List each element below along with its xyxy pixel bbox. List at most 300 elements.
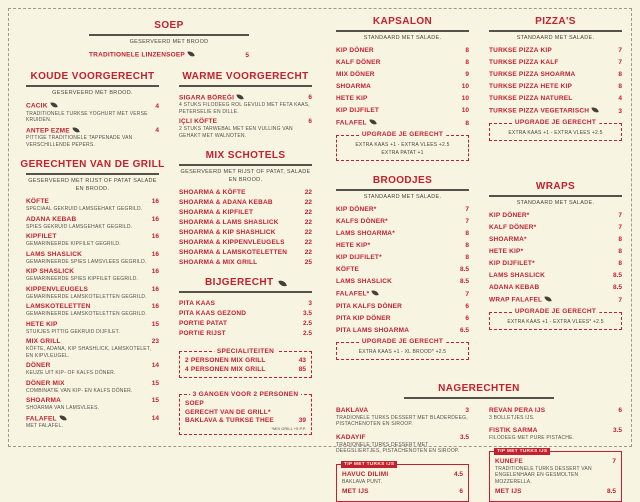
item-name: LAMS SHASLICK [489, 272, 546, 280]
item-price: 16 [151, 285, 159, 293]
section-note: GESERVEERD MET BROOD [129, 39, 209, 45]
item-name: TURKSE PIZZA HETE KIP [489, 83, 573, 91]
item-price: 16 [151, 303, 159, 311]
item-price: 22 [304, 189, 312, 197]
item-price: 2.5 [302, 320, 312, 328]
menu-item [489, 427, 622, 442]
section-mix-schotels [179, 150, 312, 266]
item-name: SHOARMA & KIP SHASHLICK [179, 229, 276, 237]
item-price: 8 [465, 47, 469, 55]
upgrade-line: EXTRA KAAS +1 - EXTRA VLEES +2.5 [355, 141, 450, 148]
leaf-icon [50, 102, 57, 109]
item-description: 3 BOLLETJES IJS. [489, 414, 535, 421]
item-list [336, 407, 469, 455]
upgrade-lines [342, 141, 463, 157]
menu-item [185, 409, 306, 416]
menu-item [179, 199, 312, 206]
item-name: ADANA KEBAB [489, 284, 540, 292]
item-price: 7 [618, 212, 622, 220]
menu-item [342, 488, 463, 495]
menu-item [489, 71, 622, 78]
menu-item [489, 407, 622, 422]
menu-item [336, 303, 469, 310]
upgrade-box [489, 308, 622, 330]
nagerechten-left-column [336, 407, 469, 502]
item-price: 25 [304, 259, 312, 267]
item-price: 8.5 [612, 284, 622, 292]
item-name: TURKSE PIZZA KALF [489, 59, 559, 67]
menu-item [495, 458, 616, 486]
item-list [185, 400, 306, 424]
item-name: FALAFEL [26, 415, 65, 423]
box-title: SPECIALITEITEN [214, 348, 277, 355]
menu-item [336, 47, 469, 54]
item-name: HETE KIP [336, 95, 368, 103]
item-price: 6 [308, 94, 312, 102]
menu-item [489, 83, 622, 90]
item-name: SHOARMA & KIPPENVLEUGELS [179, 239, 285, 247]
box-3-gangen [179, 390, 312, 435]
item-price: 16 [151, 215, 159, 223]
menu-item [336, 230, 469, 237]
item-price: 8 [618, 260, 622, 268]
item-name: KIPPENVLEUGELS [26, 285, 89, 293]
item-list [336, 47, 469, 127]
item-name: SHOARMA [26, 397, 61, 405]
item-list [179, 300, 312, 337]
item-name: ANTEP EZME [26, 127, 78, 135]
tip-box [489, 448, 622, 502]
item-name: BAKLAVA [336, 406, 369, 414]
upgrade-lines [495, 318, 616, 326]
section-title: KAPSALON [372, 16, 433, 27]
menu-item [26, 216, 159, 231]
section-note: STANDAARD MET SALADE. [363, 35, 442, 41]
column-b [179, 71, 312, 441]
item-description: TRADITIONELE TURKS DESSERT VAN ENGELENHAAR EN GESMOLTEN MOZZERELLA. [495, 465, 592, 485]
tip-label: TIP MET TURKS IJS [341, 461, 397, 468]
menu-item [26, 198, 159, 213]
item-name: DÖNER [26, 362, 51, 370]
menu-item [185, 366, 306, 373]
menu-item [26, 233, 159, 248]
section-broodjes [336, 175, 469, 360]
menu-item [336, 407, 469, 428]
item-price: 8.5 [459, 278, 469, 286]
item-name: SHOARMA & KÖFTE [179, 189, 246, 197]
section-title: NAGERECHTEN [438, 382, 520, 394]
item-price: 3.5 [302, 310, 312, 318]
item-list [336, 206, 469, 334]
menu-item [179, 229, 312, 236]
menu-item [489, 284, 622, 291]
menu-item [336, 278, 469, 285]
item-name: MET IJS [495, 488, 522, 496]
section-note: GESERVEERD MET RIJST OF PATAT, SALADE EN BROOD. [180, 169, 311, 183]
menu-item [489, 224, 622, 231]
item-name: TURKSE PIZZA NATUREL [489, 95, 573, 103]
item-name: FALAFEL [336, 119, 375, 127]
item-price: 8 [465, 242, 469, 250]
item-name: 4 PERSONEN MIX GRILL [185, 365, 266, 373]
upgrade-title: UPGRADE JE GERECHT [359, 338, 446, 345]
section-title: BIJGERECHT [205, 277, 274, 289]
item-description: GEMARINEERDE SPIES LAMSVLEES GEGRILD. [26, 258, 147, 265]
section-nagerechten [336, 383, 622, 502]
menu-item [336, 59, 469, 66]
section-title-soep: SOEP [154, 20, 184, 31]
item-name: HAVUC DILIMI [342, 470, 389, 478]
item-description: TRADITIONELE TURKSE YOGHURT MET VERSE KRUIDEN. [26, 110, 148, 124]
item-price: 8 [465, 59, 469, 67]
item-name: KALF DÖNER [336, 59, 381, 67]
upgrade-line: EXTRA KAAS +1 - EXTRA VLEES* +2.5 [507, 318, 604, 325]
leaf-icon [187, 51, 194, 58]
item-price: 4 [155, 102, 159, 110]
menu-item [336, 327, 469, 334]
item-name: SHOARMA* [489, 236, 527, 244]
menu-item [342, 471, 463, 486]
item-price: 7 [612, 457, 616, 465]
item-list [489, 212, 622, 304]
item-name: KIP DIJFILET* [489, 260, 535, 268]
item-name: KALFS DÖNER* [336, 218, 388, 226]
menu-item [336, 95, 469, 102]
item-name: KUNEFE [495, 457, 523, 465]
upgrade-title: UPGRADE JE GERECHT [512, 119, 599, 126]
item-price: 7 [465, 290, 469, 298]
menu-item [336, 242, 469, 249]
item-price: 16 [151, 233, 159, 241]
upgrade-lines [342, 348, 463, 356]
item-name: KALF DÖNER* [489, 224, 537, 232]
nagerechten-right-column [489, 407, 622, 502]
item-list [489, 47, 622, 115]
menu-item [26, 362, 159, 377]
menu-item [179, 320, 312, 327]
item-name: TURKSE PIZZA KIP [489, 47, 552, 55]
menu-item [185, 400, 306, 407]
item-name: KIP DIJFILET [336, 107, 380, 115]
item-price: 7 [618, 296, 622, 304]
item-description: 4 STUKS FILODEEG ROL GEVULD MET FETA KAAS, PETERSELIE EN DILLE. [179, 102, 310, 115]
item-name: REVAN PERA IJS [489, 406, 546, 414]
item-name: SHOARMA & MIX GRILL [179, 259, 258, 267]
leaf-icon [236, 93, 243, 100]
item-price: 3 [618, 107, 622, 115]
tip-label: TIP MET TURKS IJS [494, 448, 550, 455]
item-list [89, 51, 249, 59]
item-description: SPECIAAL GEKRUID LAMSGEHAKT GEGRILD. [26, 206, 143, 213]
item-name: BAKLAVA & TURKSE THEE [185, 417, 274, 425]
item-name: KÖFTE [26, 198, 50, 206]
item-price: 16 [151, 268, 159, 276]
item-name: PORTIE RIJST [179, 330, 226, 338]
item-description: SPIES GEKRUID LAMSGEHAKT GEGRILD. [26, 223, 133, 230]
item-price: 7 [618, 47, 622, 55]
item-price: 22 [304, 219, 312, 227]
item-description: TRADIONELE TURKS DESSERT MET DEEGSLIERTJES, PISTACHENOTEN EN SIROOP. [336, 441, 460, 455]
item-price: 85 [298, 365, 306, 373]
section-divider [26, 85, 159, 87]
item-price: 10 [461, 107, 469, 115]
item-price: 43 [298, 357, 306, 365]
menu-item [489, 260, 622, 267]
item-name: TRADITIONELE LINZENSOEP [89, 51, 193, 59]
item-price: 14 [151, 415, 159, 423]
menu-item [336, 254, 469, 261]
item-price: 8 [465, 254, 469, 262]
menu-item [26, 127, 159, 149]
item-name: 2 PERSONEN MIX GRILL [185, 357, 266, 365]
upgrade-title: UPGRADE JE GERECHT [359, 131, 446, 138]
item-name: LAMS SHOARMA* [336, 230, 395, 238]
item-price: 22 [304, 229, 312, 237]
menu-item [179, 209, 312, 216]
item-description: KÖFTE, ADANA, KIP SHASHLICK, LAMSKOTELET, EN KIPVLEUGEL. [26, 346, 152, 359]
item-description: GEMARINEERDE KIPFILET GEGRILD. [26, 241, 121, 248]
item-price: 6 [618, 406, 622, 414]
item-name: MIX DÖNER [336, 71, 375, 79]
item-name: ADANA KEBAB [26, 215, 77, 223]
menu-item [489, 236, 622, 243]
menu-item [336, 83, 469, 90]
item-name: FALAFEL* [336, 290, 378, 298]
item-price: 8 [618, 71, 622, 79]
item-price: 8 [465, 119, 469, 127]
tip-box [336, 461, 469, 502]
section-note: STANDAARD MET SALADE. [516, 199, 595, 206]
section-divider [336, 30, 469, 32]
item-name: SHOARMA [336, 83, 371, 91]
item-name: KIPFILET [26, 233, 57, 241]
section-divider [404, 397, 554, 399]
item-price: 22 [304, 209, 312, 217]
item-price: 6.5 [459, 326, 469, 334]
item-name: FISTIK SARMA [489, 427, 538, 435]
section-note: GESERVEERD MET BROOD. [52, 89, 133, 96]
item-name: SHOARMA & LAMSKOTELETTEN [179, 249, 288, 257]
upgrade-line: EXTRA KAAS +1 - EXTRA VLEES +2.5 [508, 129, 603, 136]
section-warme-voorgerecht [179, 71, 312, 140]
item-description: MET FALAFEL. [26, 423, 64, 430]
leaf-icon [592, 107, 599, 114]
item-price: 10 [461, 95, 469, 103]
item-price: 8 [618, 83, 622, 91]
section-gerechten-van-de-grill [20, 159, 165, 430]
item-description: GEMARINEERDE LAMSKOTELETTEN GEGRILD. [26, 311, 147, 318]
item-name: KIP DÖNER* [489, 212, 530, 220]
item-list [495, 458, 616, 496]
leaf-icon [372, 290, 379, 297]
menu-item [489, 107, 622, 115]
menu-item [336, 218, 469, 225]
section-title: KOUDE VOORGERECHT [30, 70, 155, 82]
item-name: KIP DIJFILET* [336, 254, 382, 262]
item-description: SHOARMA VAN LAMSVLEES. [26, 405, 100, 412]
menu-item [185, 417, 306, 424]
box-specialiteiten [179, 347, 312, 378]
item-price: 8.5 [606, 488, 616, 496]
item-price: 10 [461, 83, 469, 91]
column-a [20, 70, 165, 441]
menu-item [179, 219, 312, 226]
item-name: TURKSE PIZZA SHOARMA [489, 71, 576, 79]
item-name: DÖNER MIX [26, 379, 65, 387]
item-name: MIX GRILL [26, 338, 61, 346]
leaf-icon [279, 279, 287, 287]
item-description: PITTIGE TRADITIONELE TAPPENADE VAN VERSCHILLENDE PEPERS. [26, 135, 133, 148]
upgrade-line: EXTRA PATAT +1 [381, 149, 424, 156]
item-list [342, 471, 463, 496]
upgrade-box [336, 131, 469, 161]
item-list [489, 407, 622, 442]
menu-item [336, 119, 469, 127]
section-pizzas [489, 16, 622, 141]
menu-item [336, 107, 469, 114]
item-list [26, 198, 159, 430]
menu-item [179, 94, 312, 116]
menu-item [336, 434, 469, 455]
menu-item [489, 272, 622, 279]
item-price: 3.5 [612, 427, 622, 435]
section-title: WRAPS [535, 180, 576, 192]
section-divider [26, 173, 159, 175]
menu-item [489, 212, 622, 219]
menu-item [26, 397, 159, 412]
item-price: 7 [465, 218, 469, 226]
item-name: LAMS SHASLICK [336, 278, 393, 286]
item-list [179, 189, 312, 266]
item-price: 6 [465, 314, 469, 322]
item-price: 3.5 [459, 433, 469, 441]
item-price: 4.5 [453, 470, 463, 478]
menu-item [179, 239, 312, 246]
item-name: WRAP FALAFEL [489, 296, 551, 304]
column-d [489, 16, 622, 371]
item-list [26, 102, 159, 148]
item-price: 39 [298, 417, 306, 425]
menu-item [489, 59, 622, 66]
item-name: MET IJS [342, 488, 369, 496]
item-price: 7 [618, 59, 622, 67]
item-price: 7 [618, 224, 622, 232]
upgrade-box [336, 338, 469, 360]
right-half [336, 16, 622, 496]
menu-item [179, 300, 312, 307]
item-name: CACIK [26, 102, 56, 110]
item-name: TURKSE PIZZA VEGETARISCH [489, 107, 598, 115]
item-price: 4 [155, 127, 159, 135]
item-price: 8 [465, 230, 469, 238]
item-price: 22 [304, 239, 312, 247]
item-price: 22 [304, 249, 312, 257]
item-name: HETE KIP* [489, 248, 524, 256]
item-name: KADAYIF [336, 433, 366, 441]
item-description: GEMARINEERDE SPIES KIPFILET GEGRILD. [26, 276, 139, 283]
item-name: SIGARA BÖREĞI [179, 94, 243, 102]
section-note: GESERVEERD MET RIJST OF PATAT SALADE EN BROOD. [28, 178, 157, 192]
box-title: 3 GANGEN VOOR 2 PERSONEN [190, 391, 302, 398]
menu-item [26, 251, 159, 266]
item-price: 9 [465, 71, 469, 79]
item-name: KIP DÖNER [336, 47, 374, 55]
item-description: FILODEEG MET PURE PISTACHE. [489, 435, 575, 442]
item-price: 15 [151, 320, 159, 328]
upgrade-box [489, 119, 622, 141]
section-title: WARME VOORGERECHT [182, 70, 309, 82]
item-name: HETE KIP [26, 320, 58, 328]
item-name: SHOARMA & KIPFILET [179, 209, 254, 217]
item-price: 6 [459, 488, 463, 496]
item-name: PITA KALFS DÖNER [336, 302, 403, 310]
upgrade-title: UPGRADE JE GERECHT [512, 308, 599, 315]
upgrade-lines [495, 129, 616, 137]
item-name: KIP DÖNER* [336, 206, 377, 214]
item-description: STUKJES PITTIG GEKRUID DIJFILET. [26, 328, 120, 335]
section-divider [179, 164, 312, 166]
menu-item [336, 206, 469, 213]
item-name: IÇLI KÖFTE [179, 118, 218, 126]
item-price: 6 [465, 302, 469, 310]
item-price: 2.5 [302, 330, 312, 338]
item-description: 2 STUKS TARWEBAL MET EEN VULLING VAN GEHAKT MET WALNOTEN. [179, 126, 293, 139]
item-price: 8.5 [459, 266, 469, 274]
menu-item [489, 47, 622, 54]
item-price: 6 [308, 118, 312, 126]
section-title: BROODJES [372, 174, 433, 186]
menu-item [179, 259, 312, 266]
leaf-icon [59, 414, 66, 421]
item-name: KÖFTE [336, 266, 360, 274]
item-price: 4 [618, 95, 622, 103]
item-name: PORTIE PATAT [179, 320, 228, 328]
item-price: 16 [151, 250, 159, 258]
left-half [20, 16, 312, 445]
menu-item [26, 415, 159, 430]
menu-item [489, 248, 622, 255]
leaf-icon [369, 119, 376, 126]
column-c [336, 16, 469, 371]
menu-item [336, 71, 469, 78]
section-divider [489, 30, 622, 32]
item-description: TRADIONELE TURKS DESSERT MET BLADERDEEG, PISTACHENOTEN EN SIROOP. [336, 414, 468, 428]
item-name: KIP SHASLICK [26, 268, 75, 276]
item-price: 8 [618, 248, 622, 256]
section-bijgerecht [179, 277, 312, 337]
menu-item [26, 303, 159, 318]
menu-item [26, 286, 159, 301]
item-name: PITA KIP DÖNER [336, 314, 391, 322]
item-name: PITA KAAS GEZOND [179, 310, 247, 318]
section-koude-voorgerecht [26, 71, 159, 148]
menu-item [336, 290, 469, 298]
item-price: 14 [151, 362, 159, 370]
item-description: KEUZE UIT KIP- OF KALFS DÖNER. [26, 370, 116, 377]
menu-item [179, 189, 312, 196]
item-price: 16 [151, 198, 159, 206]
item-price: 8 [618, 236, 622, 244]
section-divider [179, 85, 312, 87]
item-name: GERECHT VAN DE GRILL* [185, 408, 271, 416]
section-divider [179, 291, 312, 293]
menu-item [26, 380, 159, 395]
menu-item [336, 266, 469, 273]
section-divider [89, 34, 249, 36]
section-note: STANDAARD MET SALADE. [363, 193, 442, 200]
section-wraps [489, 181, 622, 330]
item-name: PITA KAAS [179, 300, 216, 308]
